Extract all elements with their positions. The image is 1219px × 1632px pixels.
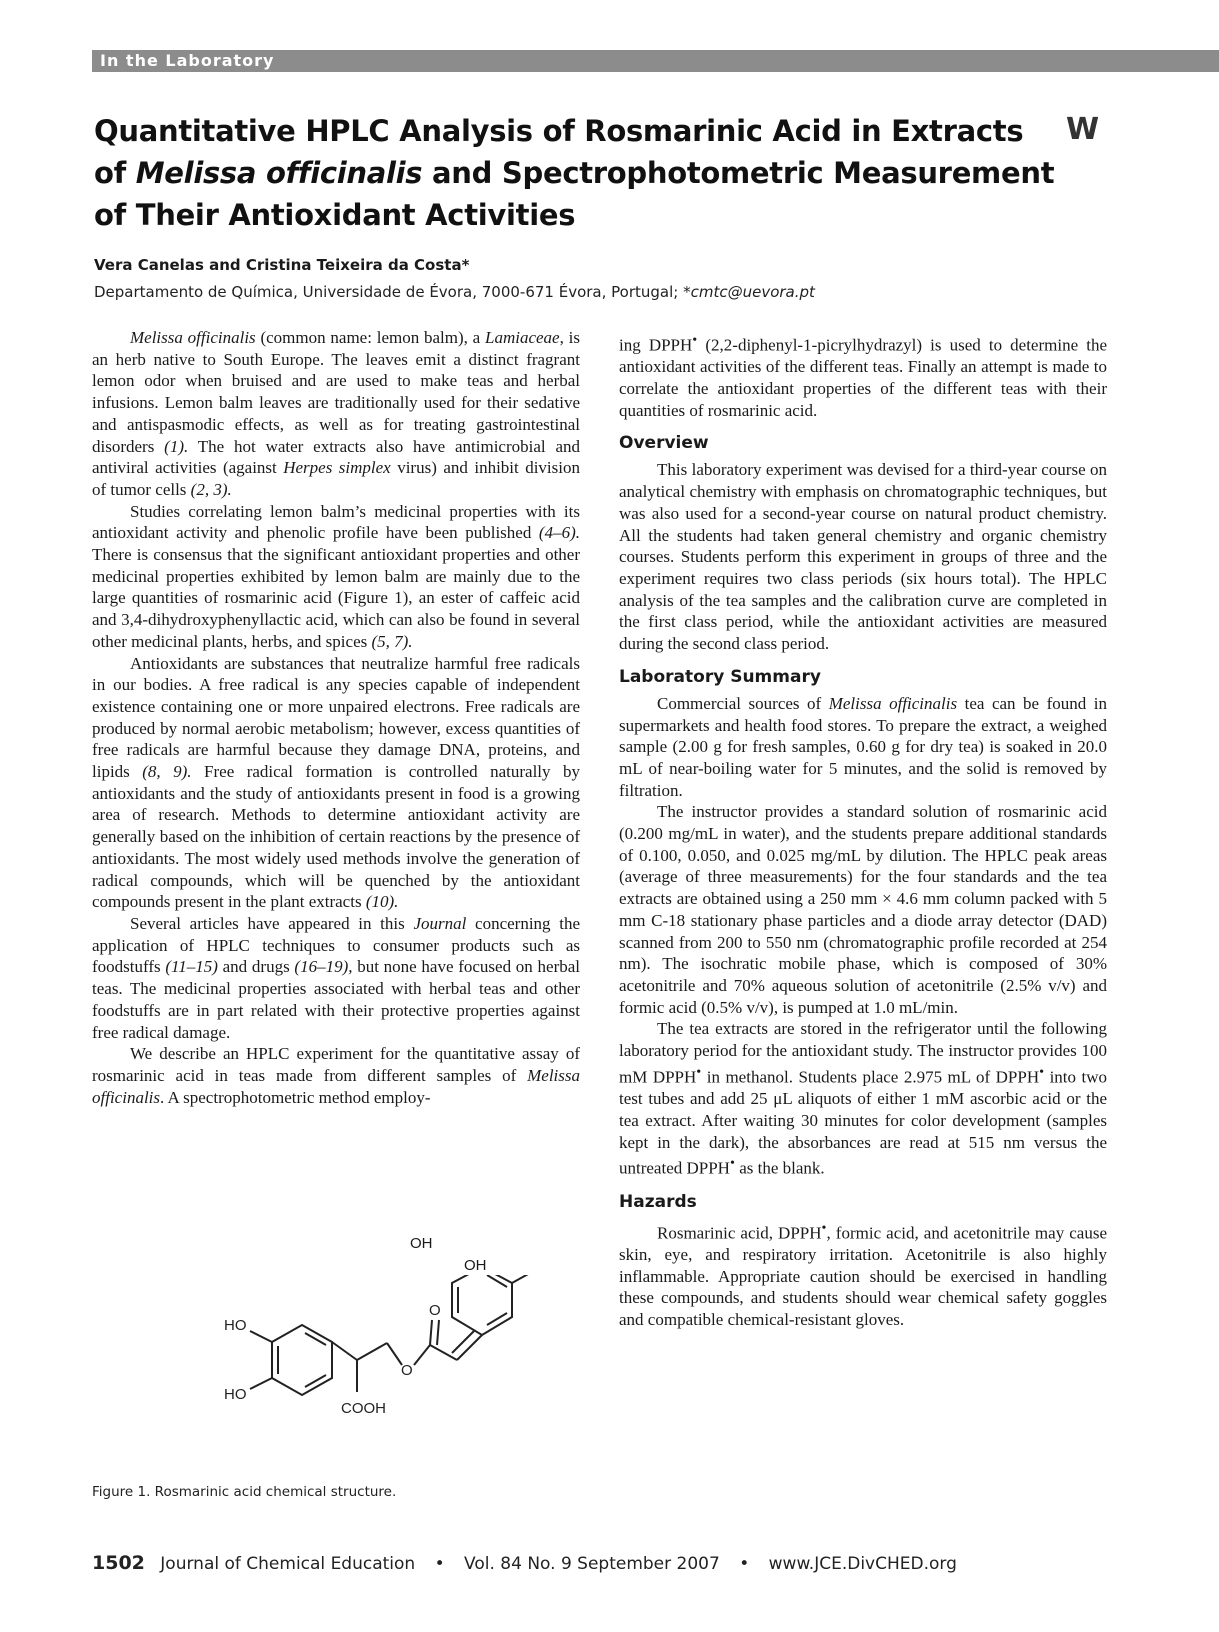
- paragraph: Several articles have appeared in this Journal concerning the application of HPLC techniques to consumer products such as foodstuffs (11–15) and drugs (16–19), but none have focused on herbal teas. The medicinal properties associated with herbal teas and other foodstuffs are in part related with their protective properties against free radical damage.: [92, 913, 580, 1042]
- label-oh-top: OH: [410, 1235, 433, 1252]
- section-header-bar: [92, 50, 1219, 72]
- heading-hazards: Hazards: [619, 1191, 697, 1212]
- paragraph: Commercial sources of Melissa officinalis tea can be found in supermarkets and health food stores. To prepare the extract, a weighed sample (2.00 g for fresh samples, 0.60 g for dry tea) is soaked in 20.0 mL of near-boiling water for 5 minutes, and the solid is removed by filtration.: [619, 693, 1107, 800]
- paragraph: Rosmarinic acid, DPPH•, formic acid, and acetonitrile may cause skin, eye, and respiratory irritation. Acetonitrile is also highly inflammable. Appropriate caution should be exercised in handling these compounds, and students should wear chemical safety goggles and compatible chemical-resistant gloves.: [619, 1219, 1108, 1330]
- label-o-carbonyl: O: [429, 1302, 441, 1319]
- label-ho-upper: HO: [224, 1317, 247, 1334]
- heading-laboratory-summary: Laboratory Summary: [619, 666, 821, 687]
- bullet-separator: •: [739, 1554, 750, 1574]
- paragraph: The instructor provides a standard solution of rosmarinic acid (0.200 mg/mL in water), and the students prepare additional standards of 0.100, 0.050, and 0.025 mg/mL by dilution. The HPLC peak areas (average of three measurements) for the four standards and the tea extracts are obtained using a 250 mm × 4.6 mm column packed with 5 mm C-18 stationary phase particles and a diode array detector (DAD) scanned from 200 to 550 nm (chromatographic profile recorded at 254 nm). The isochratic mobile phase, which is composed of 30% acetonitrile and 70% aqueous solution of acetonitrile (2.5% v/v) and formic acid (0.5% v/v), is pumped at 1.0 mL/min.: [619, 802, 1107, 1017]
- title-line-1: Quantitative HPLC Analysis of Rosmarinic Acid in Extracts: [94, 114, 1024, 148]
- paragraph: ing DPPH• (2,2-diphenyl-1-picrylhydrazyl) is used to determine the antioxidant activities of the different teas. Finally an attempt is made to correlate the antioxidant properties of the different teas with their quantities of rosmarinic acid.: [619, 332, 1108, 420]
- issue-info: Vol. 84 No. 9 September 2007: [464, 1554, 720, 1574]
- rosmarinic-acid-structure: [152, 1275, 532, 1475]
- bullet-separator: •: [434, 1554, 445, 1574]
- paragraph: Studies correlating lemon balm’s medicinal properties with its antioxidant activity and phenolic profile have been published (4–6). There is consensus that the significant antioxidant properties and other medicinal properties exhibited by lemon balm are mainly due to the large quantities of rosmarinic acid (Figure 1), an ester of caffeic acid and 3,4-dihydroxyphenyllactic acid, which can also be found in several other medicinal plants, herbs, and spices (5, 7).: [92, 501, 580, 651]
- section-label: In the Laboratory: [100, 51, 275, 70]
- authors: Vera Canelas and Cristina Teixeira da Costa*: [94, 256, 470, 274]
- paragraph: This laboratory experiment was devised for a third-year course on analytical chemistry with emphasis on chromatographic techniques, but was also used for a second-year course on natural product chemistry. All the students had taken general chemistry and organic chemistry courses. Students perform this experiment in groups of three and the experiment requires two class periods (six hours total). The HPLC analysis of the tea samples and the calibration curve are completed in the first class period, while the antioxidant activities are measured during the second class period.: [619, 460, 1107, 654]
- right-column: [619, 330, 1107, 1331]
- heading-overview: Overview: [619, 433, 709, 454]
- article-title: [94, 110, 1054, 236]
- page-number: 1502: [92, 1552, 145, 1574]
- paragraph: Antioxidants are substances that neutralize harmful free radicals in our bodies. A free radical is any species capable of independent existence containing one or more unpaired electrons. Free radicals are produced by normal aerobic metabolism; however, excess quantities of free radicals are harmful because they damage DNA, proteins, and lipids (8, 9). Free radical formation is controlled naturally by antioxidants and the study of antioxidants present in food is a growing area of research. Methods to determine antioxidant activity are generally based on the inhibition of certain reactions by the presence of antioxidants. The most widely used methods involve the generation of radical compounds, which will be quenched by the antioxidant compounds present in the plant extracts (10).: [92, 653, 581, 912]
- left-column: [92, 327, 580, 1108]
- label-ho-lower: HO: [224, 1386, 247, 1403]
- page-footer: [92, 1552, 957, 1574]
- email-link[interactable]: cmtc@uevora.pt: [690, 283, 815, 301]
- affiliation: Departamento de Química, Universidade de Évora, 7000-671 Évora, Portugal; *cmtc@uevora.pt: [94, 283, 815, 301]
- label-cooh: COOH: [341, 1400, 386, 1417]
- web-material-badge: W: [1066, 112, 1100, 147]
- figure-1-structure: [92, 1235, 532, 1455]
- label-o-ester: O: [401, 1362, 413, 1379]
- label-oh-right: OH: [464, 1257, 487, 1274]
- journal-name: Journal of Chemical Education: [160, 1554, 416, 1574]
- journal-url[interactable]: www.JCE.DivCHED.org: [768, 1554, 957, 1574]
- paragraph: Melissa officinalis (common name: lemon balm), a Lamiaceae, is an herb native to South Europe. The leaves emit a distinct fragrant lemon odor when bruised and are used to make teas and herbal infusions. Lemon balm leaves are traditionally used for their sedative and antispasmodic effects, as well as for treating gastrointestinal disorders (1). The hot water extracts also have antimicrobial and antiviral activities (against Herpes simplex virus) and inhibit division of tumor cells (2, 3).: [92, 328, 580, 499]
- paragraph: We describe an HPLC experiment for the quantitative assay of rosmarinic acid in teas made from different samples of Melissa officinalis. A spectrophotometric method employ-: [92, 1044, 580, 1107]
- title-line-2: of Melissa officinalis and Spectrophotometric Measurement: [94, 156, 1055, 190]
- title-line-3: of Their Antioxidant Activities: [94, 198, 576, 232]
- paragraph: The tea extracts are stored in the refrigerator until the following laboratory period for the antioxidant study. The instructor provides 100 mM DPPH• in methanol. Students place 2.975 mL of DPPH• into two test tubes and add 25 μL aliquots of either 1 mM ascorbic acid or the tea extract. After waiting 30 minutes for color development (samples kept in the dark), the absorbances are read at 515 nm versus the untreated DPPH• as the blank.: [619, 1019, 1108, 1178]
- figure-caption: Figure 1. Rosmarinic acid chemical structure.: [92, 1484, 397, 1500]
